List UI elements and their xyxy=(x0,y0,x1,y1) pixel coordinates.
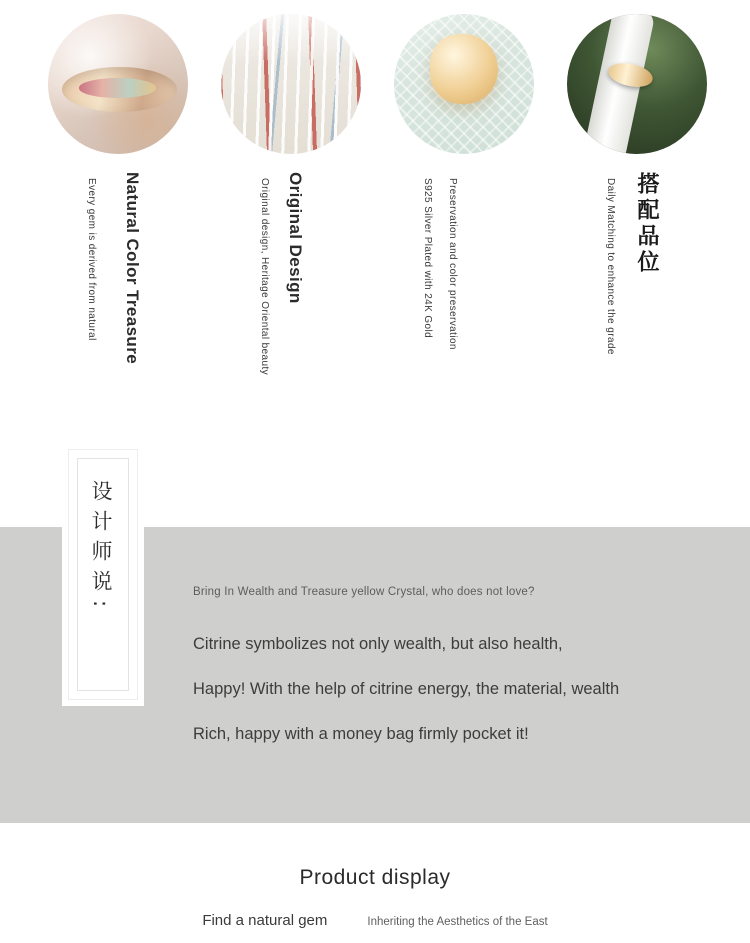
designer-label-text: 设计师说: xyxy=(89,480,113,617)
feature-item xyxy=(213,0,388,440)
feature-subtitle-secondary: Preservation and color preservation xyxy=(447,178,458,350)
designer-line: Citrine symbolizes not only wealth, but also health, xyxy=(193,635,563,653)
feature-item xyxy=(40,0,215,440)
feature-subtitle: S925 Silver Plated with 24K Gold xyxy=(422,178,433,339)
feature-item xyxy=(559,0,734,440)
feature-row xyxy=(0,0,750,440)
designer-line: Happy! With the help of citrine energy, the material, wealth xyxy=(193,680,620,698)
feature-image-silver-plated xyxy=(394,14,534,154)
feature-title: Original Design xyxy=(286,172,305,304)
feature-image-natural-color xyxy=(48,14,188,154)
designer-line: Rich, happy with a money bag firmly pocket it! xyxy=(193,725,529,743)
product-display-subtitles xyxy=(0,912,750,929)
designer-label-card xyxy=(68,449,138,700)
feature-title: Natural Color Treasure xyxy=(123,172,142,365)
feature-image-daily-matching xyxy=(567,14,707,154)
feature-subtitle: Original design, Heritage Oriental beauty xyxy=(259,178,270,376)
feature-image-original-design xyxy=(221,14,361,154)
designer-kicker: Bring In Wealth and Treasure yellow Crystal, who does not love? xyxy=(193,586,535,598)
product-display-title: Product display xyxy=(299,866,451,889)
designer-paragraph xyxy=(193,622,693,757)
feature-subtitle: Every gem is derived from natural xyxy=(86,178,97,341)
feature-title-cn: 搭配品位 xyxy=(634,172,659,276)
product-subtitle-right: Inheriting the Aesthetics of the East xyxy=(367,916,548,928)
feature-subtitle: Daily Matching to enhance the grade xyxy=(605,178,616,355)
feature-item xyxy=(386,0,561,440)
product-subtitle-left: Find a natural gem xyxy=(202,912,328,929)
